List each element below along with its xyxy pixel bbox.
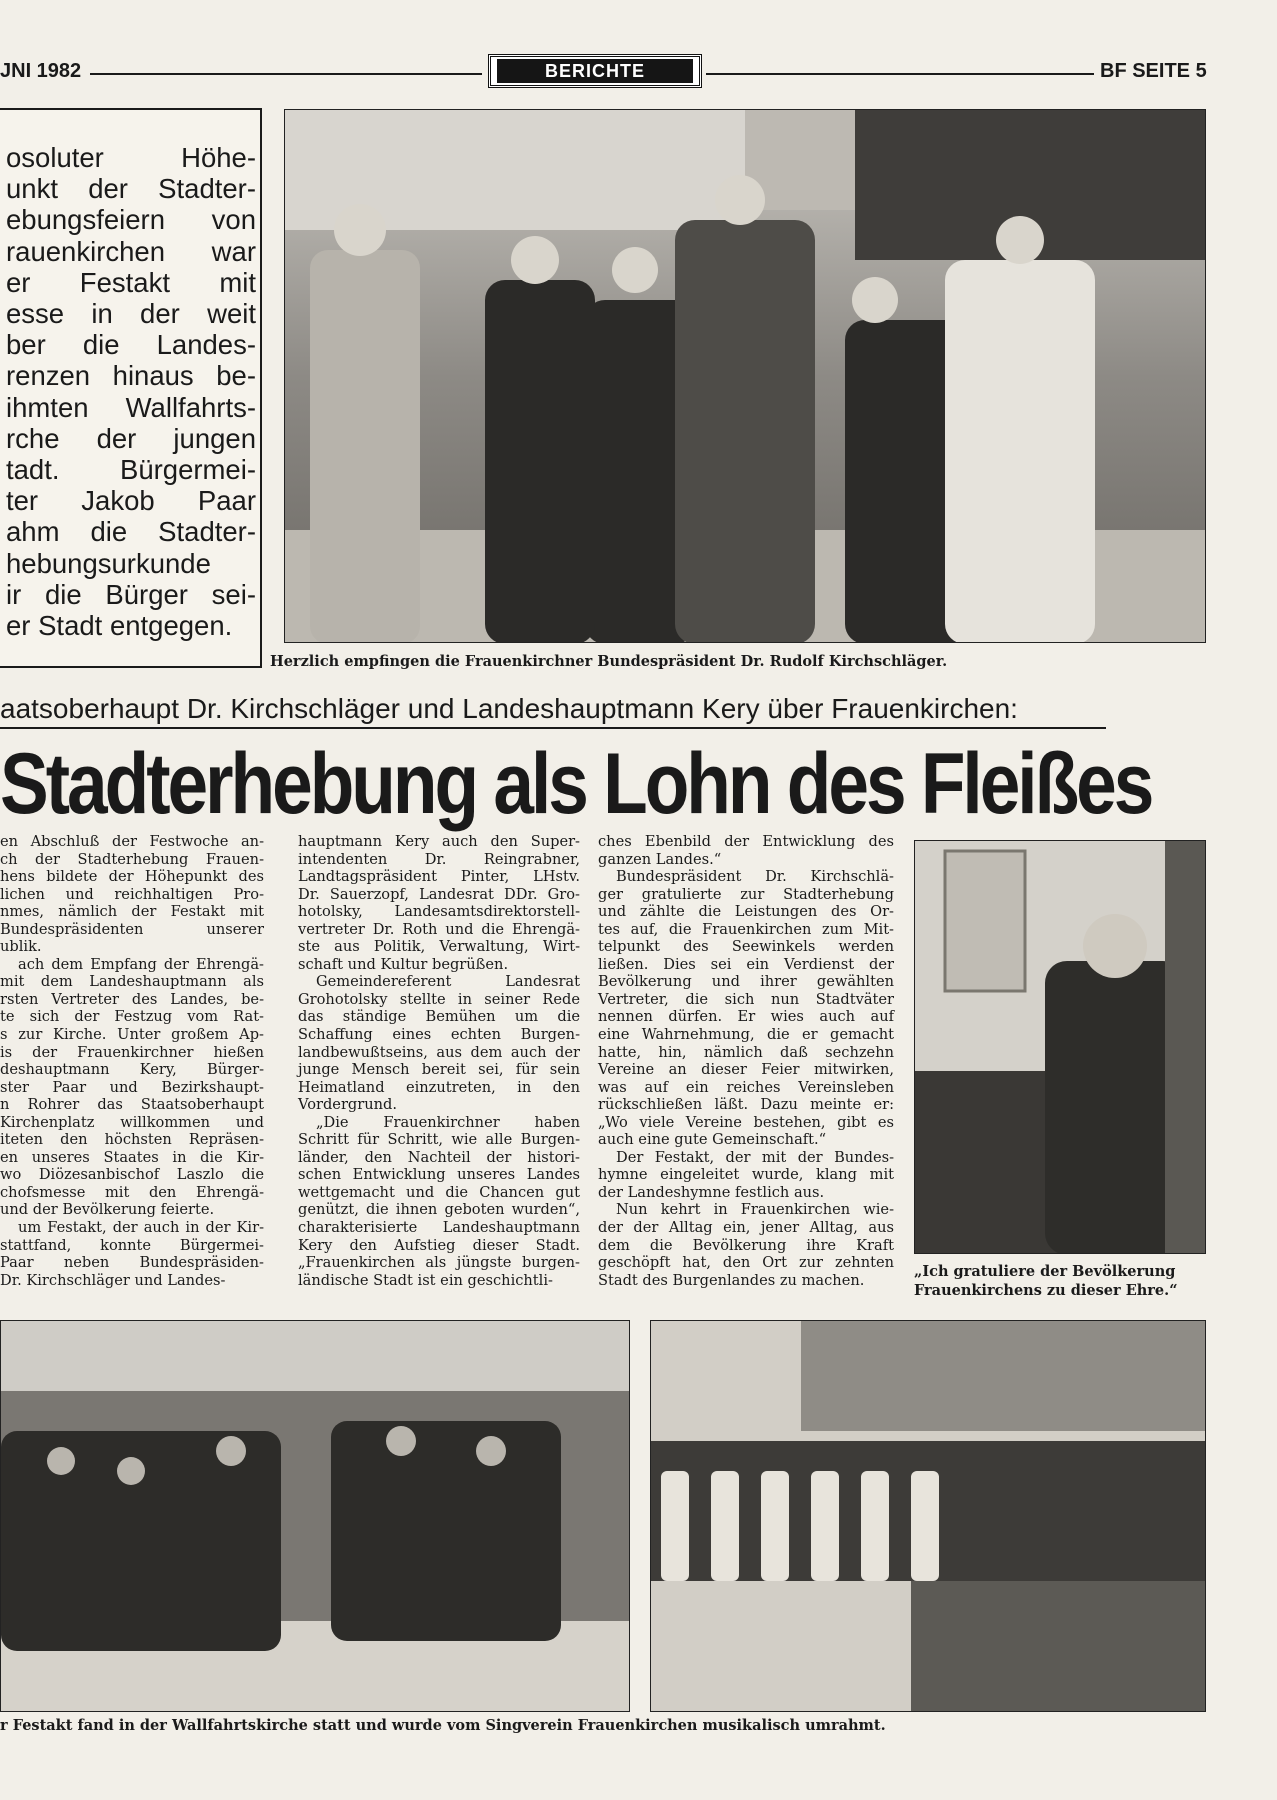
intro-line: ahm die Stadter- [6, 516, 256, 548]
article-line: dem die Bevölkerung ihre Kraft [598, 1236, 894, 1254]
article-line: Kery den Aufstieg dieser Stadt. [298, 1236, 580, 1254]
article-line: und zählte die Leistungen des Or- [598, 903, 894, 921]
intro-line: rche der jungen [6, 422, 256, 454]
article-line: ganzen Landes.“ [598, 850, 722, 868]
article-line: n Rohrer das Staatsoberhaupt [0, 1096, 264, 1114]
article-line: „Frauenkirchen als jüngste burgen- [298, 1254, 580, 1272]
article-line: ublik. [0, 938, 42, 956]
article-line: hymne eingeleitet wurde, klang mit [598, 1166, 894, 1184]
article-line: der der Alltag ein, jener Alltag, aus [598, 1219, 894, 1237]
intro-line: ihmten Wallfahrts- [6, 391, 256, 423]
article-line: geschöpft hat, den Ort zur zehnten [598, 1254, 894, 1272]
article-line: en Abschluß der Festwoche an- [0, 833, 264, 850]
article-column-3 [598, 833, 894, 1289]
article-line: hatte, hin, nämlich daß sechzehn [598, 1043, 894, 1061]
intro-line: renzen hinaus be- [6, 360, 256, 392]
article-line: chofsmesse mit den Ehrengä- [0, 1183, 264, 1201]
article-line: Nun kehrt in Frauenkirchen wie- [616, 1201, 894, 1219]
article-line: Kirchenplatz willkommen und [0, 1113, 264, 1131]
intro-box [0, 108, 262, 668]
photo-reception-image [285, 110, 1206, 643]
photo-reception-caption: Herzlich empfingen die Frauenkirchner Bundespräsident Dr. Rudolf Kirchschläger. [270, 653, 948, 670]
article-line: ch der Stadterhebung Frauen- [0, 850, 264, 868]
article-line: rsten Vertreter des Landes, be- [0, 990, 264, 1008]
article-line: iteten den höchsten Repräsen- [0, 1131, 264, 1149]
intro-line: unkt der Stadter- [6, 173, 256, 205]
article-line: Vordergrund. [298, 1096, 398, 1114]
article-line: ger gratulierte zur Stadterhebung [598, 885, 894, 903]
photo-bottom-caption: r Festakt fand in der Wallfahrtskirche statt und wurde vom Singverein Frauenkirchen musikalisch umrahmt. [0, 1717, 886, 1734]
article-line: Gemeindereferent Landesrat [316, 973, 580, 991]
article-line: ländische Stadt ist ein geschichtli- [298, 1271, 553, 1289]
article-column-1 [0, 833, 264, 1289]
article-line: Grohotolsky stellte in seiner Rede [298, 990, 580, 1008]
article-line: is der Frauenkirchner hießen [0, 1043, 264, 1061]
intro-line: hebungsurkunde [6, 547, 211, 579]
article-line: auch eine gute Gemeinschaft.“ [598, 1131, 827, 1149]
photo-reception [284, 109, 1206, 643]
intro-line: ber die Landes- [6, 329, 256, 361]
page-number: BF SEITE 5 [1100, 60, 1207, 82]
photo-speaker-caption: „Ich gratuliere der Bevölkerung Frauenkirchens zu dieser Ehre.“ [914, 1263, 1178, 1299]
intro-line: ter Jakob Paar [6, 485, 256, 517]
article-line: wo Diözesanbischof Laszlo die [0, 1166, 264, 1184]
article-line: ster Paar und Bezirkshaupt- [0, 1078, 264, 1096]
article-line: Schritt für Schritt, wie alle Burgen- [298, 1131, 580, 1149]
photo-audience [0, 1320, 630, 1712]
article-line: telpunkt des Seewinkels werden [598, 938, 894, 956]
article-line: das ständige Bemühen um die [298, 1008, 580, 1026]
photo-speaker [914, 840, 1206, 1254]
article-line: Paar neben Bundespräsiden- [0, 1254, 264, 1272]
photo-choir [650, 1320, 1206, 1712]
intro-line: er Festakt mit [6, 266, 256, 298]
photo-choir-image [651, 1321, 1206, 1712]
section-label [488, 54, 702, 88]
intro-line: ir die Bürger sei- [6, 578, 256, 610]
article-line: um Festakt, der auch in der Kir- [18, 1219, 264, 1237]
intro-line: tadt. Bürgermei- [6, 454, 256, 486]
article-line: ach dem Empfang der Ehrengä- [18, 955, 264, 973]
article-line: schen Entwicklung unseres Landes [298, 1166, 580, 1184]
intro-line: ebungsfeiern von [6, 204, 256, 236]
header-rule-left [90, 73, 482, 75]
article-line: ches Ebenbild der Entwicklung des [598, 833, 894, 850]
article-line: Heimatland einzutreten, in den [298, 1078, 580, 1096]
article-line: lichen und reichhaltigen Pro- [0, 885, 264, 903]
subheadline-rule [0, 727, 1106, 729]
photo-audience-image [1, 1321, 630, 1712]
article-line: Bundespräsident Dr. Kirchschlä- [616, 868, 894, 886]
article-line: hauptmann Kery auch den Super- [298, 833, 580, 850]
article-line: hotolsky, Landesamtsdirektorstell- [298, 903, 580, 921]
subheadline: aatsoberhaupt Dr. Kirchschläger und Landeshauptmann Kery über Frauenkirchen: [0, 693, 1018, 724]
photo-speaker-image [915, 841, 1206, 1254]
article-line: Dr. Kirchschläger und Landes- [0, 1271, 226, 1289]
article-line: Bundespräsidenten unserer [0, 920, 264, 938]
article-line: vertreter Dr. Roth und die Ehrengä- [298, 920, 580, 938]
article-line: der Landeshymne festlich aus. [598, 1183, 825, 1201]
article-line: was auf ein reiches Vereinsleben [598, 1078, 894, 1096]
article-line: tes auf, die Frauenkirchen zum Mit- [598, 920, 894, 938]
article-line: ließen. Dies sei ein Verdienst der [598, 955, 894, 973]
intro-line: er Stadt entgegen. [6, 610, 233, 642]
article-line: ste aus Politik, Verwaltung, Wirt- [298, 938, 580, 956]
article-line: mit dem Landeshauptmann als [0, 973, 264, 991]
article-line: eine Wahrnehmung, die er gemacht [598, 1026, 894, 1044]
article-line: junge Mensch bereit sei, für sein [298, 1061, 580, 1079]
article-line: Vereine an dieser Feier mitwirken, [598, 1061, 894, 1079]
article-line: schaft und Kultur begrüßen. [298, 955, 509, 973]
article-column-2 [298, 833, 580, 1289]
intro-line: osoluter Höhe- [6, 142, 256, 173]
header-rule-right [706, 73, 1094, 75]
article-line: und der Bevölkerung feierte. [0, 1201, 215, 1219]
intro-line: esse in der weit [6, 298, 256, 330]
article-line: landbewußtseins, aus dem auch der [298, 1043, 580, 1061]
article-line: te sich der Festzug vom Rat- [0, 1008, 264, 1026]
article-line: nennen dürfen. Er wies auch auf [598, 1008, 894, 1026]
article-line: Dr. Sauerzopf, Landesrat DDr. Gro- [298, 885, 580, 903]
article-line: intendenten Dr. Reingrabner, [298, 850, 580, 868]
article-line: hens bildete der Höhepunkt des [0, 868, 264, 886]
section-label-text: BERICHTE [497, 59, 693, 83]
article-line: Stadt des Burgenlandes zu machen. [598, 1271, 865, 1289]
article-line: länder, den Nachteil der histori- [298, 1148, 580, 1166]
article-line: Der Festakt, der mit der Bundes- [616, 1148, 894, 1166]
article-line: Schaffung eines echten Burgen- [298, 1026, 580, 1044]
article-line: s zur Kirche. Unter großem Ap- [0, 1026, 264, 1044]
intro-line: rauenkirchen war [6, 235, 256, 267]
article-line: en unseres Staates in die Kir- [0, 1148, 264, 1166]
article-line: stattfand, konnte Bürgermei- [0, 1236, 264, 1254]
article-line: Landtagspräsident Pinter, LHstv. [298, 868, 580, 886]
article-line: „Wo viele Vereine bestehen, gibt es [598, 1113, 894, 1131]
issue-date: JNI 1982 [0, 60, 82, 82]
article-line: wettgemacht und die Chancen gut [298, 1183, 580, 1201]
article-line: charakterisierte Landeshauptmann [298, 1219, 580, 1237]
intro-text [0, 110, 260, 641]
article-line: „Die Frauenkirchner haben [316, 1113, 580, 1131]
article-line: Vertreter, die sich nun Stadtväter [598, 990, 894, 1008]
article-line: nmes, nämlich der Festakt mit [0, 903, 264, 921]
article-line: rückschließen läßt. Dazu meinte er: [598, 1096, 894, 1114]
article-line: genützt, die ihnen geboten wurden“, [298, 1201, 580, 1219]
article-line: deshauptmann Kery, Bürger- [0, 1061, 264, 1079]
article-line: Bevölkerung und ihrer gewählten [598, 973, 894, 991]
headline: Stadterhebung als Lohn des Fleißes [0, 736, 1152, 832]
